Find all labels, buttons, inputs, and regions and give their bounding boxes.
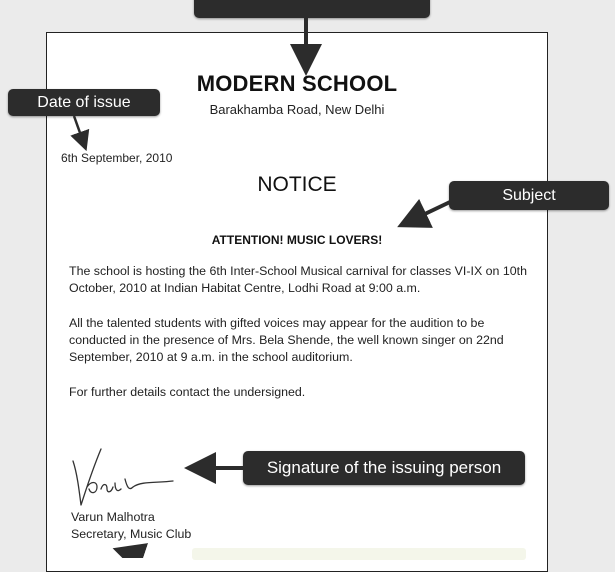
body-paragraph-1: The school is hosting the 6th Inter-School Musical carnival for classes VI-IX on 10th October, 2010 at Indian Habitat Centre, Lodhi Road at 9:00 a.m.: [69, 264, 527, 295]
body-paragraph-2: All the talented students with gifted voices may appear for the audition to be conducted in the presence of Mrs. Bela Shende, the well known singer on 22nd September, 2010 at 9 a.m. in the school auditorium.: [69, 316, 504, 364]
callout-subject: Subject: [449, 181, 609, 210]
body-paragraph-3: For further details contact the undersigned.: [69, 385, 306, 399]
callout-date-of-issue: Date of issue: [8, 89, 160, 116]
school-address: Barakhamba Road, New Delhi: [209, 102, 385, 117]
callout-bottom: [192, 548, 526, 560]
signer-name: Varun Malhotra: [71, 510, 155, 524]
school-name: MODERN SCHOOL: [196, 71, 398, 96]
issue-date: 6th September, 2010: [61, 151, 173, 165]
callout-school-name: [194, 0, 430, 18]
notice-title: NOTICE: [257, 173, 337, 196]
signer-title: Secretary, Music Club: [71, 527, 192, 541]
signature-image: [67, 443, 177, 513]
notice-subject: ATTENTION! MUSIC LOVERS!: [211, 233, 383, 247]
callout-signature: Signature of the issuing person: [243, 451, 525, 485]
